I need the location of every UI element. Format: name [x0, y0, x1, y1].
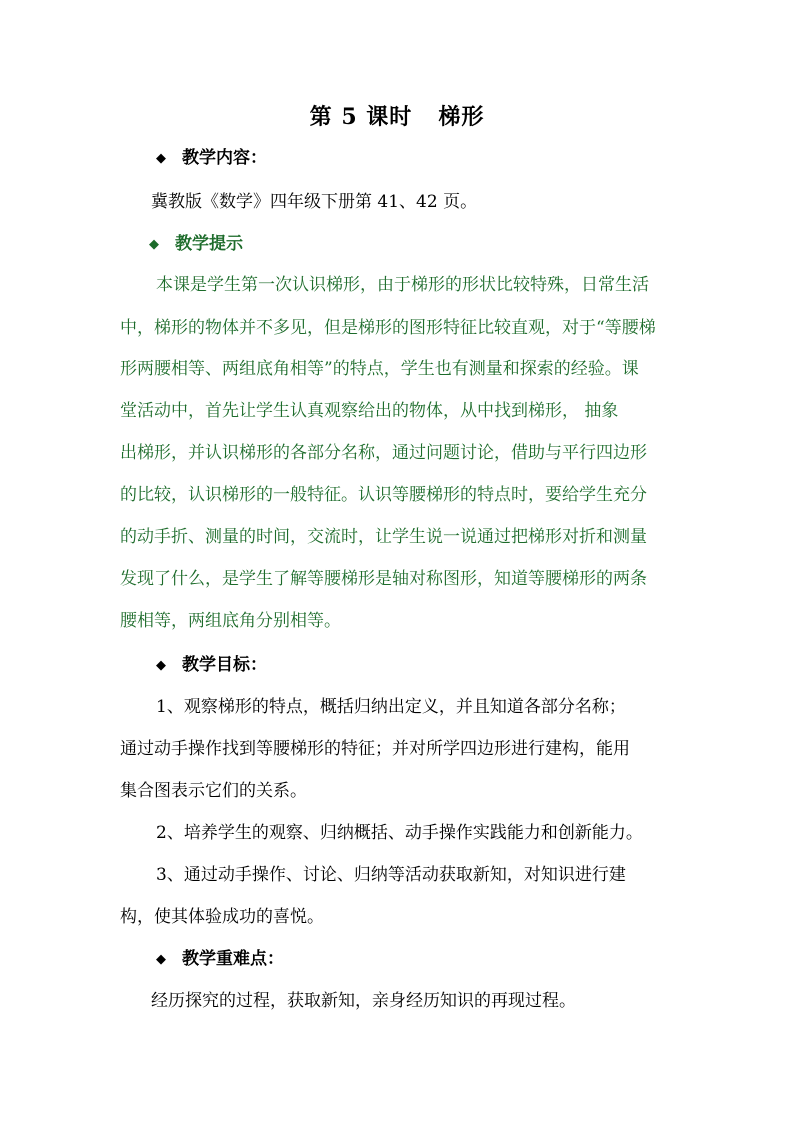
key-heading-label: 教学重难点： — [182, 949, 284, 969]
key-heading — [156, 949, 284, 970]
goal-heading — [156, 655, 267, 676]
content-text: 冀教版《数学》四年级下册第 41、42 页。 — [151, 192, 478, 212]
title-topic: 梯形 — [438, 104, 485, 130]
title-lesson-number: 第 5 课时 — [309, 104, 413, 130]
hint-line: 的动手折、测量的时间，交流时，让学生说一说通过把梯形对折和测量 — [120, 527, 647, 547]
content-heading — [156, 148, 267, 169]
hint-line: 腰相等，两组底角分别相等。 — [120, 611, 341, 631]
goal-line: 集合图表示它们的关系。 — [120, 781, 307, 801]
hint-line: 本课是学生第一次认识梯形，由于梯形的形状比较特殊，日常生活 — [156, 275, 649, 295]
key-text: 经历探究的过程，获取新知，亲身经历知识的再现过程。 — [151, 991, 576, 1011]
diamond-bullet-icon: ◆ — [156, 658, 166, 673]
hint-heading — [149, 234, 243, 255]
goal-line: 2、培养学生的观察、归纳概括、动手操作实践能力和创新能力。 — [156, 823, 643, 843]
diamond-bullet-icon: ◆ — [156, 151, 166, 166]
goal-line: 3、通过动手操作、讨论、归纳等活动获取新知，对知识进行建 — [156, 865, 626, 885]
content-heading-label: 教学内容： — [182, 148, 267, 168]
goal-heading-label: 教学目标： — [182, 655, 267, 675]
diamond-bullet-icon: ◆ — [149, 237, 159, 252]
goal-line: 通过动手操作找到等腰梯形的特征；并对所学四边形进行建构，能用 — [120, 739, 630, 759]
hint-line: 中，梯形的物体并不多见，但是梯形的图形特征比较直观，对于“等腰梯 — [120, 318, 656, 338]
hint-line: 出梯形，并认识梯形的各部分名称，通过问题讨论，借助与平行四边形 — [120, 443, 647, 463]
page-title — [0, 100, 794, 131]
hint-heading-label: 教学提示 — [175, 234, 243, 254]
hint-line: 发现了什么，是学生了解等腰梯形是轴对称图形，知道等腰梯形的两条 — [120, 569, 647, 589]
goal-line: 1、观察梯形的特点，概括归纳出定义，并且知道各部分名称； — [156, 697, 626, 717]
hint-line: 形两腰相等、两组底角相等”的特点，学生也有测量和探索的经验。课 — [120, 359, 639, 379]
hint-line: 堂活动中，首先让学生认真观察给出的物体，从中找到梯形， 抽象 — [120, 401, 619, 421]
diamond-bullet-icon: ◆ — [156, 952, 166, 967]
hint-line: 的比较，认识梯形的一般特征。认识等腰梯形的特点时，要给学生充分 — [120, 485, 647, 505]
goal-line: 构，使其体验成功的喜悦。 — [120, 907, 324, 927]
